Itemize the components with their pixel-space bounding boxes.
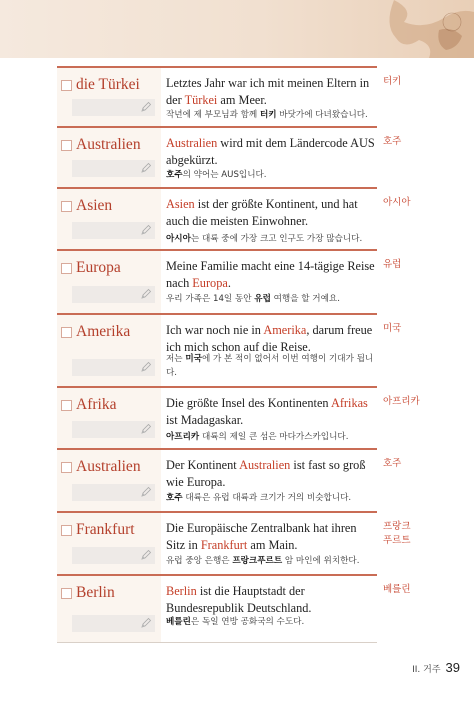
korean-translation xyxy=(166,491,378,505)
example-sentence xyxy=(166,583,378,617)
translation-keyword: 베를린 xyxy=(166,617,191,627)
term xyxy=(61,323,130,341)
sentence-text: am Meer. xyxy=(217,93,267,107)
writing-box[interactable] xyxy=(72,484,155,501)
term xyxy=(61,76,140,94)
korean-meaning: 호주 xyxy=(383,136,402,147)
vocab-entry xyxy=(57,448,377,512)
pencil-icon xyxy=(140,423,152,435)
term xyxy=(61,136,141,154)
term xyxy=(61,584,115,602)
term-word: Frankfurt xyxy=(76,521,135,538)
check-box[interactable] xyxy=(61,80,72,91)
writing-box[interactable] xyxy=(72,615,155,632)
korean-translation xyxy=(166,430,378,444)
sentence-text: ist die Hauptstadt der Bundesrepublik Deutschland. xyxy=(166,584,312,615)
translation-text: 바닷가에 다녀왔습니다. xyxy=(276,110,368,120)
highlighted-term: Asien xyxy=(166,197,195,211)
vocab-entry xyxy=(57,386,377,449)
sentence-text: Die größte Insel des Kontinenten xyxy=(166,396,331,410)
term xyxy=(61,521,135,539)
header-banner xyxy=(0,0,474,58)
sentence-text: . xyxy=(227,276,231,290)
highlighted-term: Amerika xyxy=(263,323,307,337)
translation-text: 작년에 제 부모님과 함께 xyxy=(166,110,260,120)
term-word: Australien xyxy=(76,458,141,475)
vocab-entry xyxy=(57,574,377,643)
korean-meaning: 아프리카 xyxy=(383,396,420,407)
term-column xyxy=(57,189,161,249)
term-word: Afrika xyxy=(76,396,117,413)
check-box[interactable] xyxy=(61,588,72,599)
sentence-text: Der Kontinent xyxy=(166,458,240,472)
highlighted-term: Australien xyxy=(166,136,218,150)
example-sentence xyxy=(166,135,378,169)
sentence-text: ist Madagaskar. xyxy=(166,413,244,427)
translation-text: 의 약어는 AUS입니다. xyxy=(182,170,267,180)
translation-keyword: 터키 xyxy=(259,110,277,120)
translation-text: 는 대륙 중에 가장 크고 인구도 가장 많습니다. xyxy=(190,234,363,244)
writing-box[interactable] xyxy=(72,286,155,303)
translation-text: 여행을 할 거예요. xyxy=(270,294,340,304)
check-box[interactable] xyxy=(61,462,72,473)
translation-keyword: 유럽 xyxy=(254,294,271,304)
korean-translation xyxy=(166,554,378,568)
pencil-icon xyxy=(140,101,152,113)
term xyxy=(61,259,121,277)
pencil-icon xyxy=(140,486,152,498)
example-sentence xyxy=(166,457,378,491)
highlighted-term: Berlin xyxy=(166,584,197,598)
sentence-text: Ich war noch nie in xyxy=(166,323,264,337)
term-column xyxy=(57,450,161,511)
korean-translation xyxy=(166,292,378,306)
section-label: II. 거주 xyxy=(412,665,441,675)
korean-meaning: 터키 xyxy=(383,76,402,87)
term-word: die Türkei xyxy=(76,76,140,93)
sentence-text: Die Europäische Zentralbank hat ihren Sitz in xyxy=(166,521,357,552)
sentence-text: ist der größte Kontinent, und hat auch die meisten Einwohner. xyxy=(166,197,358,228)
term-column xyxy=(57,576,161,642)
pencil-icon xyxy=(140,224,152,236)
highlighted-term: Afrikas xyxy=(330,396,368,410)
check-box[interactable] xyxy=(61,263,72,274)
vocab-entry xyxy=(57,511,377,575)
writing-box[interactable] xyxy=(72,421,155,438)
korean-translation xyxy=(166,232,378,246)
check-box[interactable] xyxy=(61,201,72,212)
vocab-entry xyxy=(57,313,377,387)
translation-text: 저는 xyxy=(166,354,186,364)
translation-text: 은 독일 연방 공화국의 수도다. xyxy=(190,617,305,627)
korean-meaning: 아시아 xyxy=(383,197,411,208)
example-sentence xyxy=(166,520,378,554)
pencil-icon xyxy=(140,288,152,300)
korean-translation xyxy=(166,108,378,122)
korean-meaning: 베를린 xyxy=(383,584,411,595)
translation-text: 우리 가족은 14일 동안 xyxy=(166,294,255,304)
sentence-text: wird mit dem Ländercode AUS abgekürzt. xyxy=(166,136,375,167)
pencil-icon xyxy=(140,617,152,629)
term-word: Amerika xyxy=(76,323,131,340)
sentence-text: ist fast so groß wie Europa. xyxy=(166,458,366,489)
term-column xyxy=(57,251,161,313)
check-box[interactable] xyxy=(61,400,72,411)
translation-keyword: 미국 xyxy=(185,354,202,364)
term xyxy=(61,458,141,476)
check-box[interactable] xyxy=(61,525,72,536)
sentence-text: am Main. xyxy=(247,538,298,552)
writing-box[interactable] xyxy=(72,222,155,239)
translation-keyword: 호주 xyxy=(166,493,183,503)
pencil-icon xyxy=(140,162,152,174)
writing-box[interactable] xyxy=(72,547,155,564)
term xyxy=(61,396,116,414)
page-footer xyxy=(360,660,460,680)
writing-box[interactable] xyxy=(72,99,155,116)
korean-translation xyxy=(166,168,378,182)
vocab-entry xyxy=(57,66,377,127)
translation-text: 대륙은 유럽 대륙과 크기가 거의 비슷합니다. xyxy=(182,493,352,503)
translation-text: 암 마인에 위치한다. xyxy=(282,556,360,566)
korean-meaning: 호주 xyxy=(383,458,402,469)
korean-meaning: 유럽 xyxy=(383,259,402,270)
example-sentence xyxy=(166,322,378,356)
translation-text: 대륙의 제일 큰 섬은 마다가스카입니다. xyxy=(199,432,349,442)
translation-keyword: 호주 xyxy=(166,170,183,180)
translation-text: 에 가 본 적이 없어서 이번 여행이 기대가 됩니다. xyxy=(166,354,374,378)
korean-meaning: 프랑크 푸르트 xyxy=(383,521,411,546)
korean-translation xyxy=(166,615,378,629)
translation-text: 유럽 중앙 은행은 xyxy=(166,556,233,566)
check-box[interactable] xyxy=(61,327,72,338)
term-column xyxy=(57,68,161,126)
term-column xyxy=(57,513,161,574)
example-sentence xyxy=(166,75,378,109)
translation-keyword: 아프리카 xyxy=(166,432,200,442)
korean-translation xyxy=(166,352,378,380)
page-number: 39 xyxy=(445,660,460,675)
term-word: Berlin xyxy=(76,584,115,601)
writing-box[interactable] xyxy=(72,160,155,177)
pencil-icon xyxy=(140,361,152,373)
sentence-text: , darum freue ich mich schon auf die Reise. xyxy=(166,323,373,354)
highlighted-term: Frankfurt xyxy=(200,538,248,552)
world-map-decoration xyxy=(334,0,474,58)
term-column xyxy=(57,388,161,448)
vocab-entry xyxy=(57,249,377,314)
example-sentence xyxy=(166,196,378,230)
sentence-text: Meine Familie macht eine 14-tägige Reise nach xyxy=(166,259,375,290)
translation-keyword: 프랑크푸르트 xyxy=(232,556,283,566)
example-sentence xyxy=(166,395,378,429)
vocab-entry xyxy=(57,126,377,188)
check-box[interactable] xyxy=(61,140,72,151)
term-word: Europa xyxy=(76,259,121,276)
term-column xyxy=(57,315,161,386)
term-word: Asien xyxy=(76,197,113,214)
term xyxy=(61,197,112,215)
korean-meaning: 미국 xyxy=(383,323,402,334)
example-sentence xyxy=(166,258,378,292)
term-column xyxy=(57,128,161,187)
highlighted-term: Europa xyxy=(192,276,228,290)
highlighted-term: Türkei xyxy=(184,93,218,107)
highlighted-term: Australien xyxy=(239,458,291,472)
writing-box[interactable] xyxy=(72,359,155,376)
pencil-icon xyxy=(140,549,152,561)
sentence-text: Letztes Jahr war ich mit meinen Eltern in der xyxy=(166,76,370,107)
vocab-entry xyxy=(57,187,377,250)
term-word: Australien xyxy=(76,136,141,153)
translation-keyword: 아시아 xyxy=(166,234,191,244)
